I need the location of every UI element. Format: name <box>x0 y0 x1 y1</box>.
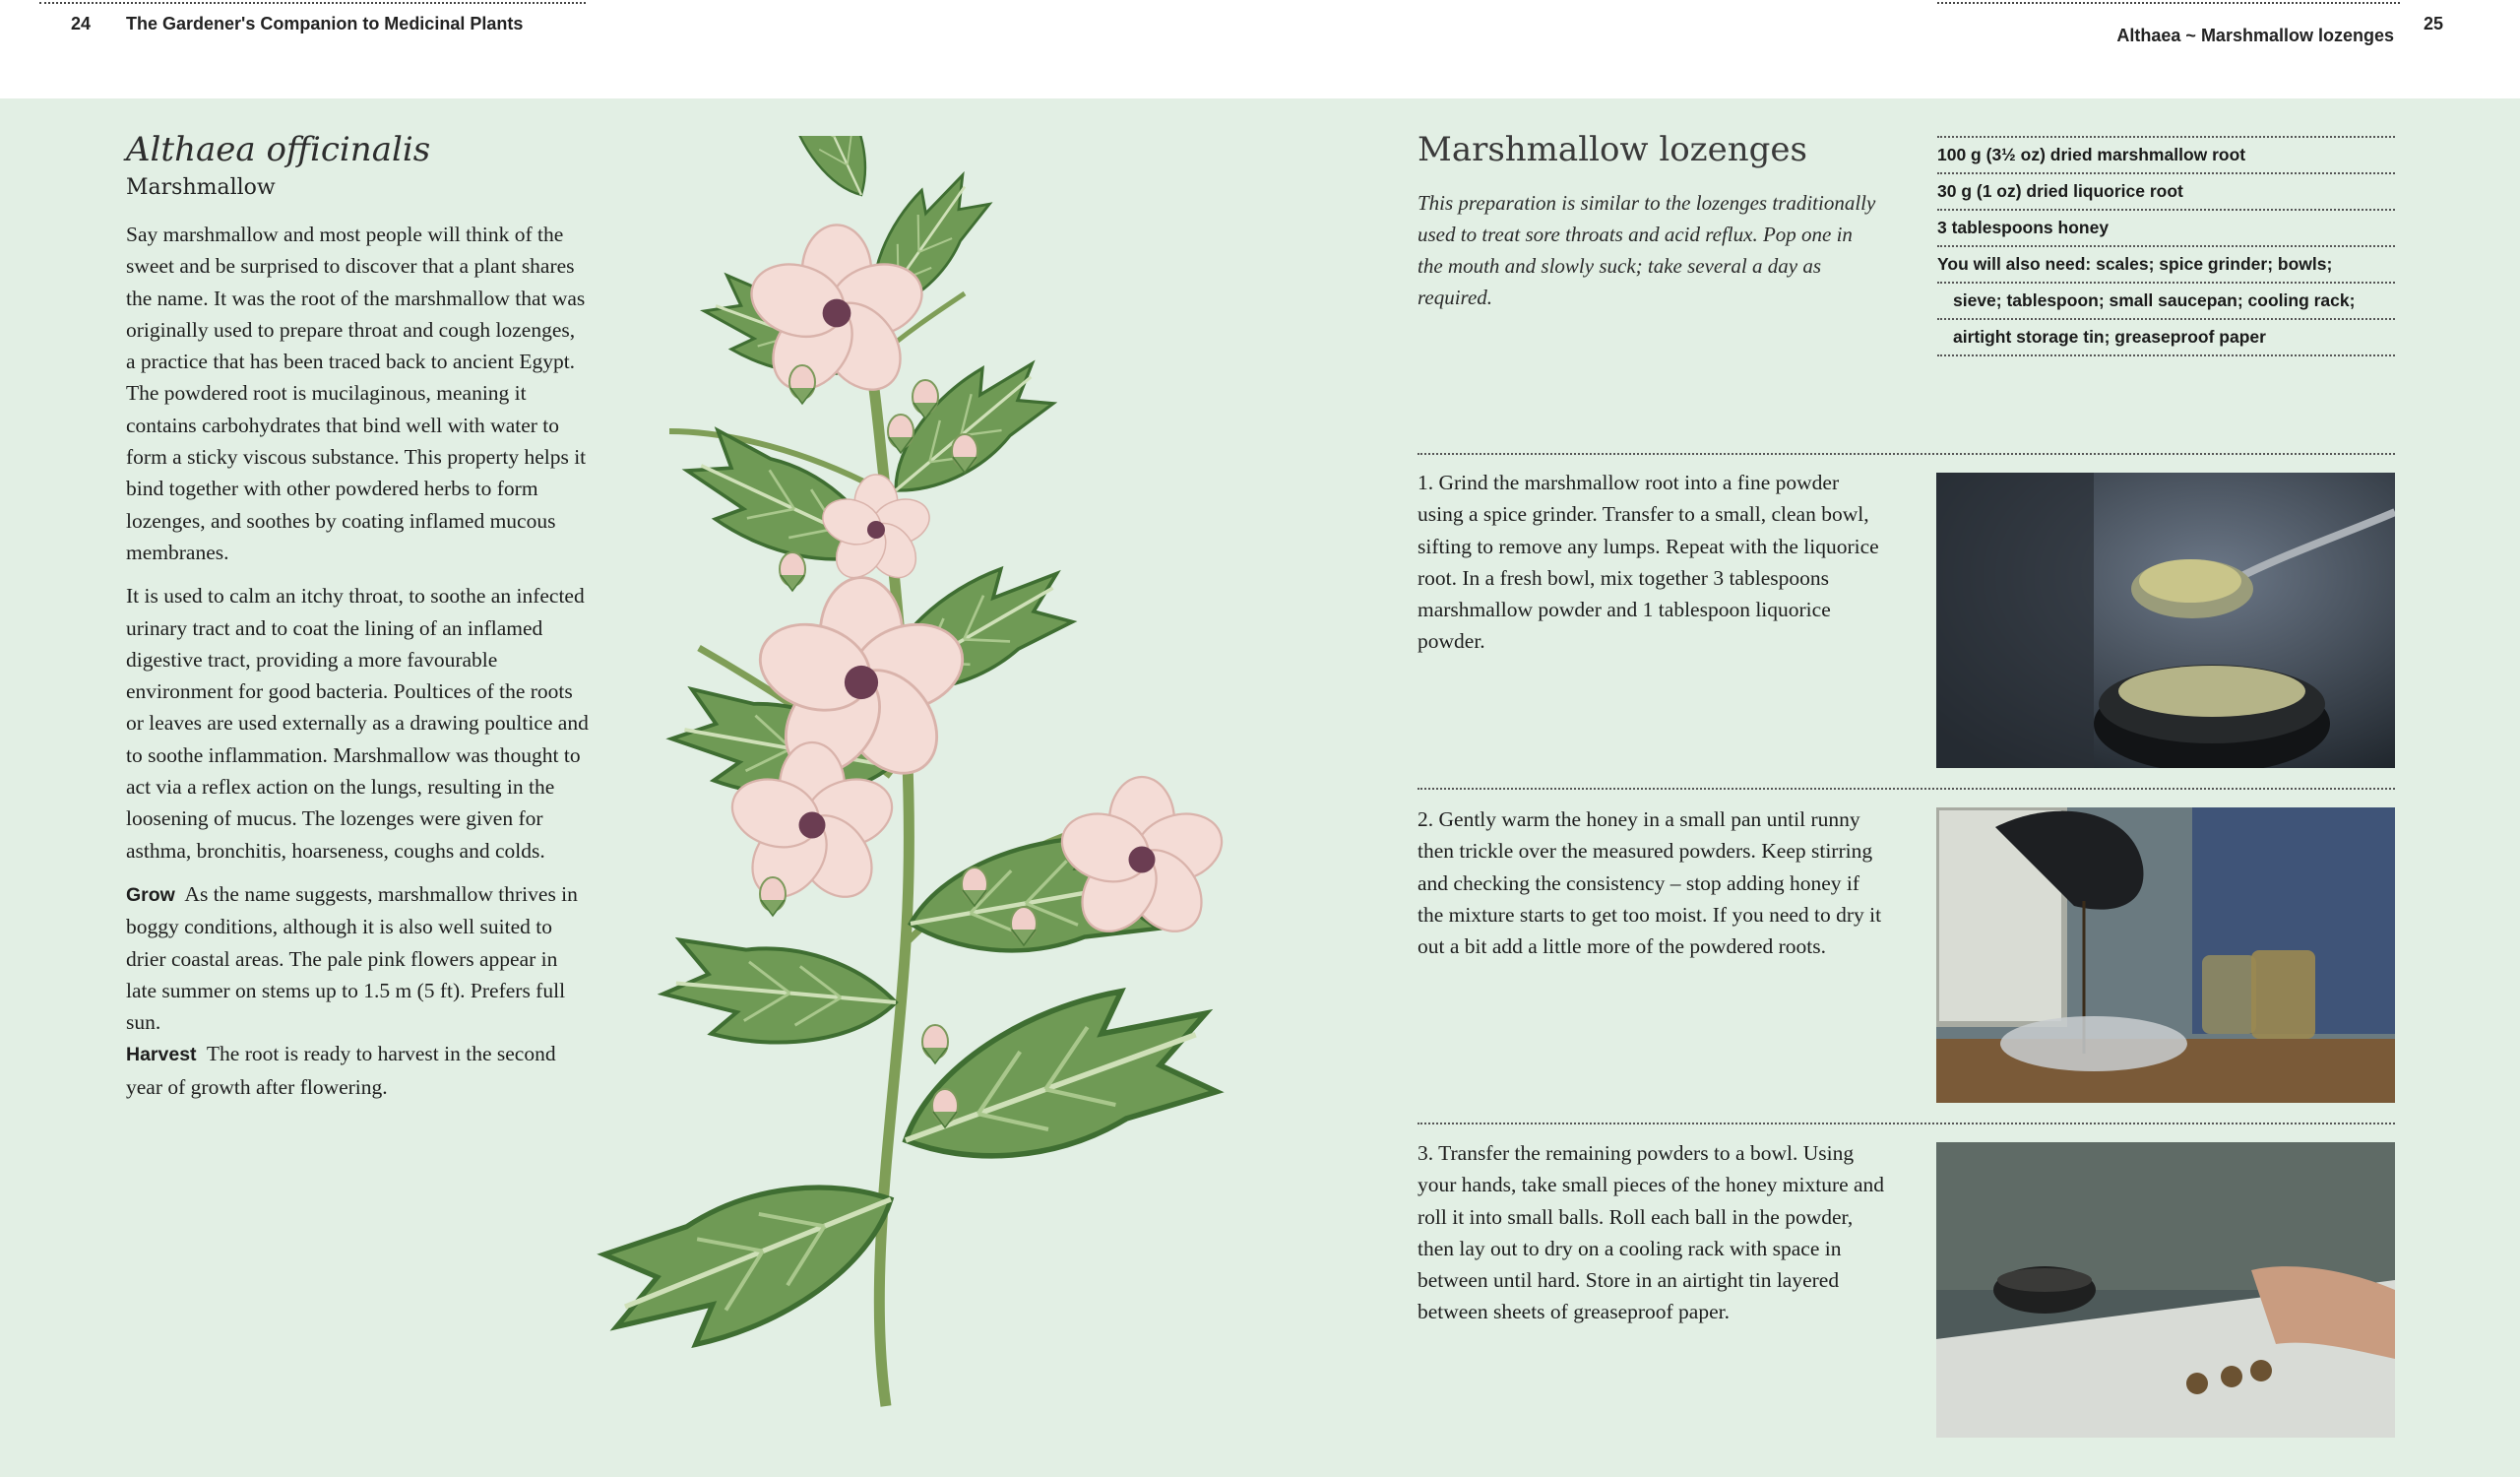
ingredient-item: 30 g (1 oz) dried liquorice root <box>1937 172 2395 209</box>
step-1-photo <box>1936 473 2395 768</box>
description-paragraph-1: Say marshmallow and most people will think of the sweet and be surprised to discover that a plant shares the name. It was the root of the marshmallow that was originally used to prepare throat and cough lozenges, a practice that has been traced back to ancient Egypt. The powdered root is mucilaginous, meaning it contains carbohydrates that bind well with water to form a sticky viscous substance. This property helps it bind together with other powdered herbs to form lozenges, and soothes by coating inflamed mucous membranes. <box>126 223 587 564</box>
page-header <box>0 0 2520 98</box>
plant-latin-name: Althaea officinalis <box>126 130 431 169</box>
recipe-intro: This preparation is similar to the lozenges traditionally used to treat sore throats and acid reflux. Pop one in the mouth and slowly suck; take several a day as required. <box>1418 191 1876 309</box>
ingredient-item: 100 g (3½ oz) dried marshmallow root <box>1937 136 2395 172</box>
step-divider <box>1418 1123 2395 1124</box>
equipment-line: airtight storage tin; greaseproof paper <box>1937 318 2395 356</box>
right-running-title: Althaea ~ Marshmallow lozenges <box>2116 26 2394 45</box>
header-rule-right <box>1937 2 2400 4</box>
harvest-label: Harvest <box>126 1044 197 1066</box>
equipment-line: You will also need: scales; spice grinder; bowls; <box>1937 245 2395 282</box>
grow-text: As the name suggests, marshmallow thrives in boggy conditions, although it is also well suited to drier coastal areas. The pale pink flowers appear in late summer on stems up to 1.5 m (5 ft). Prefers full sun. <box>126 881 578 1035</box>
harvest-text: The root is ready to harvest in the second year of growth after flowering. <box>126 1042 556 1099</box>
step-2-text: 2. Gently warm the honey in a small pan until runny then trickle over the measured powders. Keep stirring and checking the consistency – stop adding honey if the mixture starts to get too moist. If you need to dry it out a bit add a little more of the powdered roots. <box>1418 807 1882 959</box>
step-2-photo <box>1936 807 2395 1103</box>
header-rule-left <box>39 2 586 4</box>
marshmallow-illustration <box>472 136 1398 1416</box>
step-3-text: 3. Transfer the remaining powders to a bowl. Using your hands, take small pieces of the honey mixture and roll it into small balls. Roll each ball in the powder, then lay out to dry on a cooling rack with space in between until hard. Store in an airtight tin layered between sheets of greaseproof paper. <box>1418 1141 1885 1324</box>
step-3-photo <box>1936 1142 2395 1438</box>
description-paragraph-2: It is used to calm an itchy throat, to soothe an infected urinary tract and to coat the lining of an inflamed digestive tract, providing a more favourable environment for good bacteria. Poultices of the roots or leaves are used externally as a drawing poultice and to soothe inflammation. Marshmallow was thought to act via a reflex action on the lungs, resulting in the loosening of mucus. The lozenges were given for asthma, bronchitis, hoarseness, coughs and colds. <box>126 584 589 863</box>
left-running-title: The Gardener's Companion to Medicinal Plants <box>126 14 524 33</box>
step-divider <box>1418 788 2395 790</box>
step-divider <box>1418 453 2395 455</box>
step-1-text: 1. Grind the marshmallow root into a fine powder using a spice grinder. Transfer to a small, clean bowl, sifting to remove any lumps. Repeat with the liquorice root. In a fresh bowl, mix together 3 tablespoons marshmallow powder and 1 tablespoon liquorice powder. <box>1418 471 1879 654</box>
right-page-number: 25 <box>2424 14 2444 33</box>
left-page-number: 24 <box>71 14 92 33</box>
plant-common-name: Marshmallow <box>126 175 276 200</box>
recipe-title: Marshmallow lozenges <box>1418 130 1807 169</box>
equipment-line: sieve; tablespoon; small saucepan; cooling rack; <box>1937 282 2395 318</box>
ingredient-item: 3 tablespoons honey <box>1937 209 2395 245</box>
ingredients-list <box>1937 136 2395 356</box>
grow-label: Grow <box>126 883 175 906</box>
